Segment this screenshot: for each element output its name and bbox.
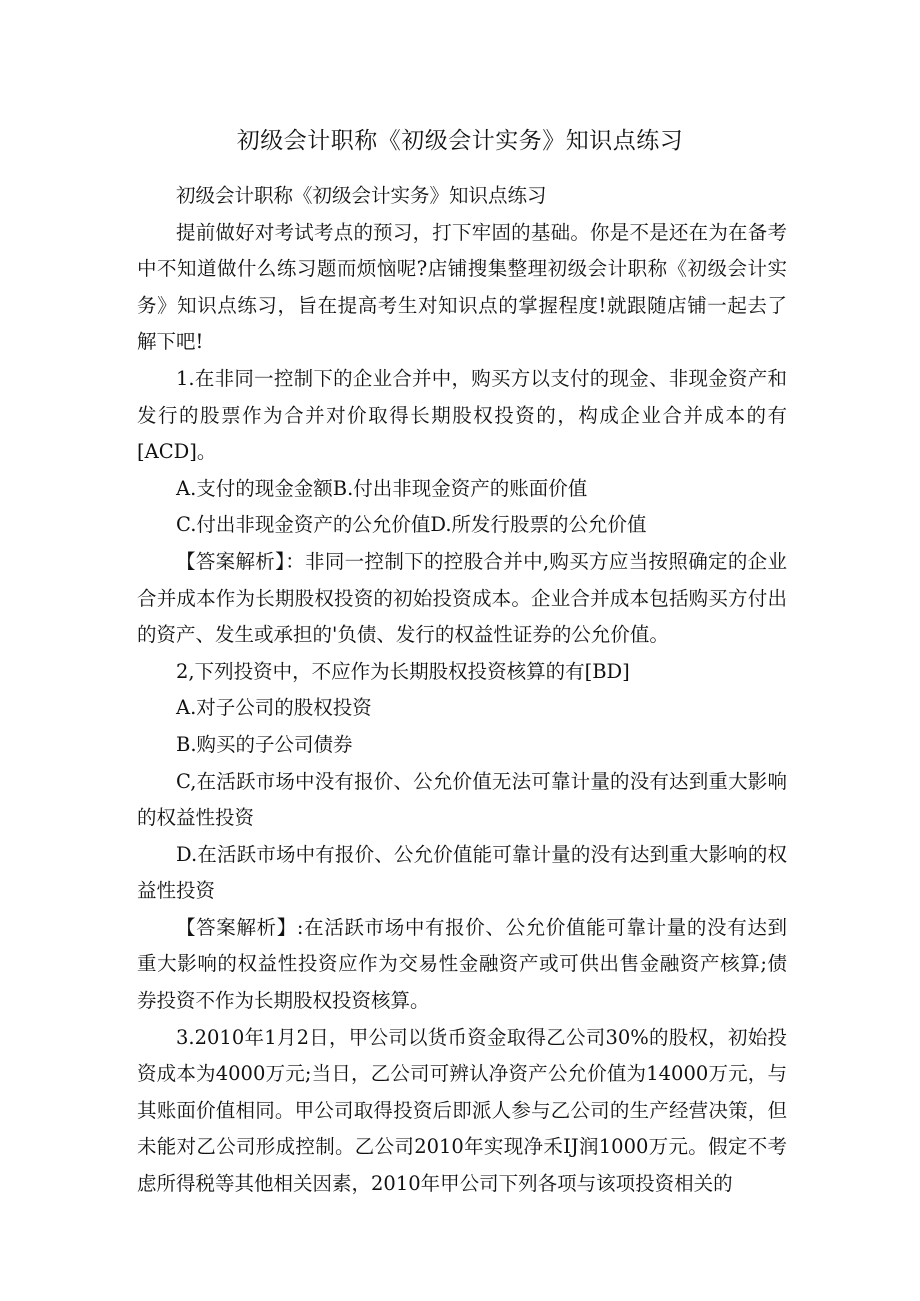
- question-2-answer: 【答案解析】:在活跃市场中有报价、公允价值能可靠计量的没有达到重大影响的权益性投资应作为交易性金融资产或可供出售金融资产核算;债券投资不作为长期股权投资核算。: [137, 915, 787, 1013]
- question-2-option-a: A.对子公司的股权投资: [176, 696, 372, 720]
- question-2-option-c: C,在活跃市场中没有报价、公允价值无法可靠计量的没有达到重大影响的权益性投资: [137, 769, 787, 830]
- body-heading: 初级会计职称《初级会计实务》知识点练习: [176, 184, 547, 207]
- question-1-options-cd: C.付出非现金资产的公允价值D.所发行股票的公允价值: [176, 513, 647, 537]
- question-2-option-b: B.购买的子公司债券: [176, 732, 353, 756]
- question-1-answer: 【答案解析】：非同一控制下的控股合并中,购买方应当按照确定的企业合并成本作为长期股权投资的初始投资成本。企业合并成本包括购买方付出的资产、发生或承担的'负债、发行的权益性证券的公允价值。: [137, 549, 787, 647]
- question-3: 3.2010年1月2日，甲公司以货币资金取得乙公司30%的股权，初始投资成本为4000万元;当日，乙公司可辨认净资产公允价值为14000万元，与其账面价值相同。甲公司取得投资后即派人参与乙公司的生产经营决策，但未能对乙公司形成控制。乙公司2010年实现净禾IJ润1000万元。假定不考虑所得税等其他相关因素，2010年甲公司下列各项与该项投资相关的: [137, 1025, 787, 1196]
- document-body: [137, 178, 787, 1203]
- intro-paragraph: 提前做好对考试考点的预习，打下牢固的基础。你是不是还在为在备考中不知道做什么练习题而烦恼呢?店铺搜集整理初级会计职称《初级会计实务》知识点练习，旨在提高考生对知识点的掌握程度!就跟随店铺一起去了解下吧!: [137, 220, 787, 354]
- question-1: 1.在非同一控制下的企业合并中，购买方以支付的现金、非现金资产和发行的股票作为合并对价取得长期股权投资的，构成企业合并成本的有[ACD]。: [137, 366, 787, 464]
- question-2-option-d: D.在活跃市场中有报价、公允价值能可靠计量的没有达到重大影响的权益性投资: [137, 842, 787, 903]
- question-1-options-ab: A.支付的现金金额B.付出非现金资产的账面价值: [176, 476, 588, 500]
- question-2: 2,下列投资中，不应作为长期股权投资核算的有[BD]: [176, 659, 630, 683]
- document-title: 初级会计职称《初级会计实务》知识点练习: [236, 128, 684, 154]
